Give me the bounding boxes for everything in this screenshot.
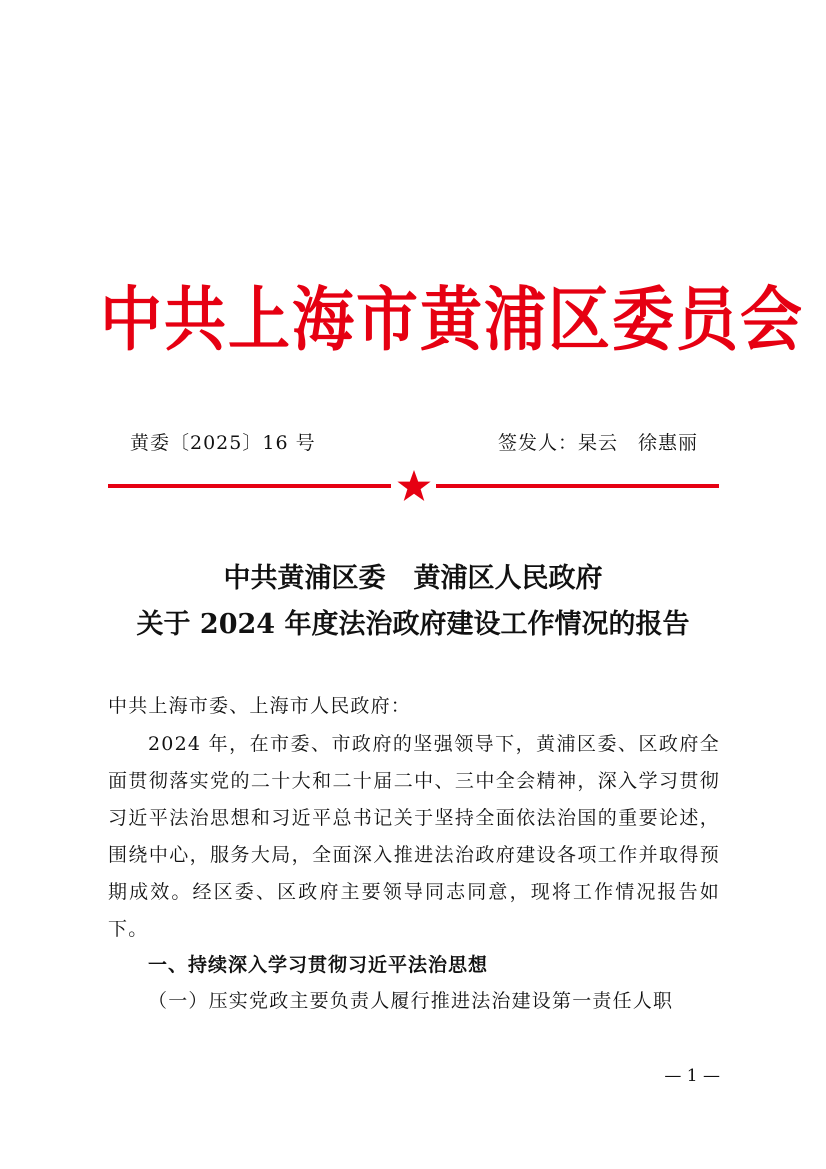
subsection-heading: （一）压实党政主要负责人履行推进法治建设第一责任人职 bbox=[148, 990, 674, 1012]
masthead-title: 中共上海市黄浦区委员会 bbox=[100, 278, 805, 361]
star-icon bbox=[396, 469, 432, 503]
salutation: 中共上海市委、上海市人民政府： bbox=[108, 695, 412, 717]
body-paragraph: 2024 年，在市委、市政府的坚强领导下，黄浦区委、区政府全面贯彻落实党的二十大和二十届二中、三中全会精神，深入学习贯彻习近平法治思想和习近平总书记关于坚持全面依法治国的重要论述，围绕中心，服务大局，全面深入推进法治政府建设各项工作并取得预期成效。经区委、区政府主要领导同志同意，现将工作情况报告如下。 bbox=[108, 733, 720, 940]
signer: 签发人：杲云 徐惠丽 bbox=[497, 432, 698, 454]
red-rule-left bbox=[108, 484, 391, 488]
page-number: — 1 — bbox=[664, 1066, 720, 1086]
document-number: 黄委〔2025〕16 号 bbox=[130, 432, 316, 454]
document-title-line1 bbox=[60, 556, 766, 595]
title-issuer-party: 中共黄浦区委 bbox=[223, 563, 386, 594]
section-heading: 一、持续深入学习贯彻习近平法治思想 bbox=[148, 954, 489, 976]
document-title-line2: 关于 2024 年度法治政府建设工作情况的报告 bbox=[136, 609, 690, 640]
title-issuer-government: 黄浦区人民政府 bbox=[413, 563, 603, 594]
red-rule-right bbox=[436, 484, 719, 488]
